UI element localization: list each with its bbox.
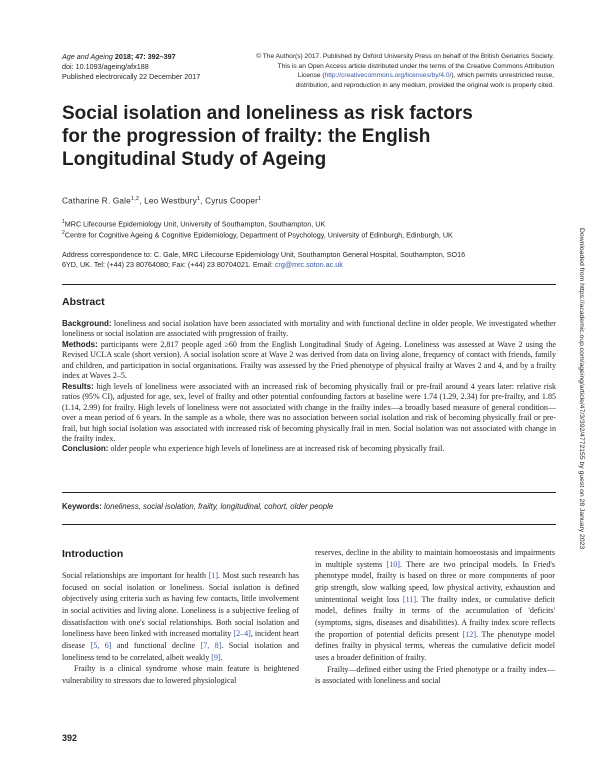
copyright-line: This is an Open Access article distributed under the terms of the Creative Commons Attribution xyxy=(277,62,554,70)
journal-citation xyxy=(62,52,200,62)
author-name: Catharine R. Gale xyxy=(62,196,131,206)
section-text: loneliness and social isolation have been associated with mortality and with functional decline in older people. We investigated whether loneliness or social isolation are associated with progression of frailty. xyxy=(62,319,556,339)
volume-pages: 2018; 47: 392–397 xyxy=(114,52,176,61)
citation-link[interactable]: [12] xyxy=(462,629,476,639)
abstract-conclusion xyxy=(62,444,556,454)
section-text: older people who experience high levels of loneliness are at increased risk of becoming physically frail. xyxy=(108,444,445,454)
download-notice xyxy=(572,228,586,558)
divider xyxy=(62,492,556,493)
text: reserves, decline in the ability to maintain homoeostasis and impairments in multiple systems xyxy=(315,548,555,569)
text: and functional decline xyxy=(111,640,201,650)
abstract-background xyxy=(62,319,556,340)
publication-date: Published electronically 22 December 2017 xyxy=(62,72,201,81)
section-label: Background: xyxy=(62,319,112,328)
text: Social relationships are important for health xyxy=(62,571,209,580)
divider xyxy=(62,284,556,285)
paragraph xyxy=(62,570,299,663)
affil-mark: 1 xyxy=(62,219,65,225)
affiliation-2 xyxy=(62,228,562,240)
text: . Social isolation and loneliness tend to be correlated, albeit weakly xyxy=(62,640,300,662)
text: . The phenotype model defines frailty in physical terms, whereas the cumulative deficit model uses a broader definition of frailty. xyxy=(315,629,556,662)
keywords xyxy=(62,502,333,511)
author-name: Leo Westbury xyxy=(144,196,197,206)
citation-link[interactable]: [5, 6] xyxy=(90,640,112,650)
paragraph xyxy=(315,547,555,664)
author-separator: , xyxy=(200,196,206,206)
text: , incident heart disease xyxy=(62,629,299,650)
author-list xyxy=(62,196,261,206)
text: . Most such research has focused on social isolation or loneliness. Social isolation is defined objectively using criteria such as having few contacts, little involvement in social activities and living alone. Loneliness is a subjective feeling of dissatisfaction with one's social relationships. Both social isolation and loneliness have been linked with increased mortality xyxy=(62,571,299,639)
citation-link[interactable]: [9] xyxy=(211,652,221,662)
abstract-heading: Abstract xyxy=(62,296,105,308)
section-text: high levels of loneliness were associated with an increased risk of becoming physically frail or pre-frail around 4 years later: relative risk ratios (95% CI), adjusted for age, sex, level of frailty and other potential confounding factors at baseline were 1.74 (1.29, 2.34) for pre-frailty, and 1.85 (1.14, 2.99) for frailty. High levels of loneliness were not associated with change in the frailty index—a broadly based measure of general condition—over a mean period of 6 years. In the sample as a whole, there was no association between social isolation and risk of becoming physically frail or pre-frail, but high social isolation was associated with increased risk of becoming physically frail in men. Social isolation was not associated with change in the frailty index. xyxy=(62,381,556,443)
affil-text: Centre for Cognitive Ageing & Cognitive Epidemiology, Department of Psychology, University of Edinburgh, Edinburgh, UK xyxy=(64,230,453,240)
section-label: Methods: xyxy=(62,339,98,349)
correspondence-address xyxy=(62,250,562,270)
journal-citation-block xyxy=(62,52,200,82)
abstract-body xyxy=(62,319,556,455)
citation-link[interactable]: [11] xyxy=(402,594,417,604)
citation-link[interactable]: [2–4] xyxy=(233,629,251,639)
paragraph: Frailty—defined either using the Fried phenotype or a frailty index—is associated with loneliness and social xyxy=(315,664,555,686)
address-line: Address correspondence to: C. Gale, MRC Lifecourse Epidemiology Unit, Southampton General Hospital, Southampton, SO16 xyxy=(62,250,466,259)
text: . The frailty index, or cumulative deficit model, defines frailty in terms of the accumulation of 'deficits' (symptoms, signs, diseases and disabilities). A frailty index score reflects the proportion of potential deficits present xyxy=(315,594,555,639)
text: . xyxy=(220,652,223,662)
text: . There are two principal models. In Fried's phenotype model, frailty is based on three or more components of poor grip strength, slow walking speed, low physical activity, exhaustion and unintentional weight loss xyxy=(315,559,555,604)
copyright-line: © The Author(s) 2017. Published by Oxford University Press on behalf of the British Geriatrics Society. xyxy=(256,53,554,60)
abstract-methods xyxy=(62,340,556,382)
section-text: participants were 2,817 people aged ≥60 from the English Longitudinal Study of Ageing. Loneliness was assessed at Wave 2 using the Revised UCLA scale (short version). A social isolation score at Wave 2 was derived from data on living alone, frequency of contact with friends, family and children, and participation in social organisations. Frailty was assessed by the Fried phenotype of physical frailty at Waves 2 and 4, and by a frailty index at Waves 2–5. xyxy=(62,339,556,381)
copyright-line xyxy=(224,71,554,81)
email-link[interactable]: crg@mrc.soton.ac.uk xyxy=(274,260,343,269)
abstract-results xyxy=(62,382,556,445)
citation-link[interactable]: [10] xyxy=(386,559,400,569)
author-affil-mark: 1 xyxy=(196,196,201,202)
copyright-line: distribution, and reproduction in any medium, provided the original work is properly cited. xyxy=(295,81,554,89)
affil-text: MRC Lifecourse Epidemiology Unit, University of Southampton, Southampton, UK xyxy=(64,219,326,229)
article-title xyxy=(62,102,532,171)
journal-name: Age and Ageing xyxy=(62,52,113,61)
page-number: 392 xyxy=(62,733,78,743)
copyright-notice xyxy=(224,52,554,90)
citation-link[interactable]: [1] xyxy=(208,571,219,580)
author-affil-mark: 1,2 xyxy=(130,196,140,202)
section-heading-introduction: Introduction xyxy=(62,548,124,560)
author-separator: , xyxy=(139,196,145,206)
doi: doi: 10.1093/ageing/afx188 xyxy=(62,62,149,71)
section-label: Results: xyxy=(62,381,94,391)
copyright-text: ), which permits unrestricted reuse, xyxy=(451,72,554,80)
body-column-right xyxy=(315,547,555,687)
title-line: Social isolation and loneliness as risk factors xyxy=(62,103,473,124)
copyright-text: License ( xyxy=(297,72,325,80)
download-notice-text: Downloaded from https://academic.oup.com/ageing/article/47/3/392/4772155 by guest on 28 January 2023 xyxy=(578,228,585,550)
license-link[interactable]: http://creativecommons.org/licenses/by/4.0/ xyxy=(324,72,452,80)
keywords-label: Keywords: xyxy=(62,502,102,511)
body-column-left xyxy=(62,570,299,687)
divider xyxy=(62,524,556,525)
title-line: Longitudinal Study of Ageing xyxy=(62,149,327,170)
author-name: Cyrus Cooper xyxy=(205,196,259,206)
title-line: for the progression of frailty: the English xyxy=(62,126,431,147)
citation-link[interactable]: [7, 8] xyxy=(200,640,222,650)
affil-mark: 2 xyxy=(62,230,65,236)
author-affil-mark: 1 xyxy=(258,196,262,202)
paragraph: Frailty is a clinical syndrome whose main feature is heightened vulnerability to stressors due to lowered physiological xyxy=(62,664,299,685)
keywords-text: loneliness, social isolation, frailty, longitudinal, cohort, older people xyxy=(104,502,334,511)
section-label: Conclusion: xyxy=(62,444,109,454)
address-line xyxy=(62,260,562,270)
address-text: 6YD, UK. Tel: (+44) 23 80764080; Fax: (+44) 23 80704021. Email: xyxy=(62,260,275,269)
